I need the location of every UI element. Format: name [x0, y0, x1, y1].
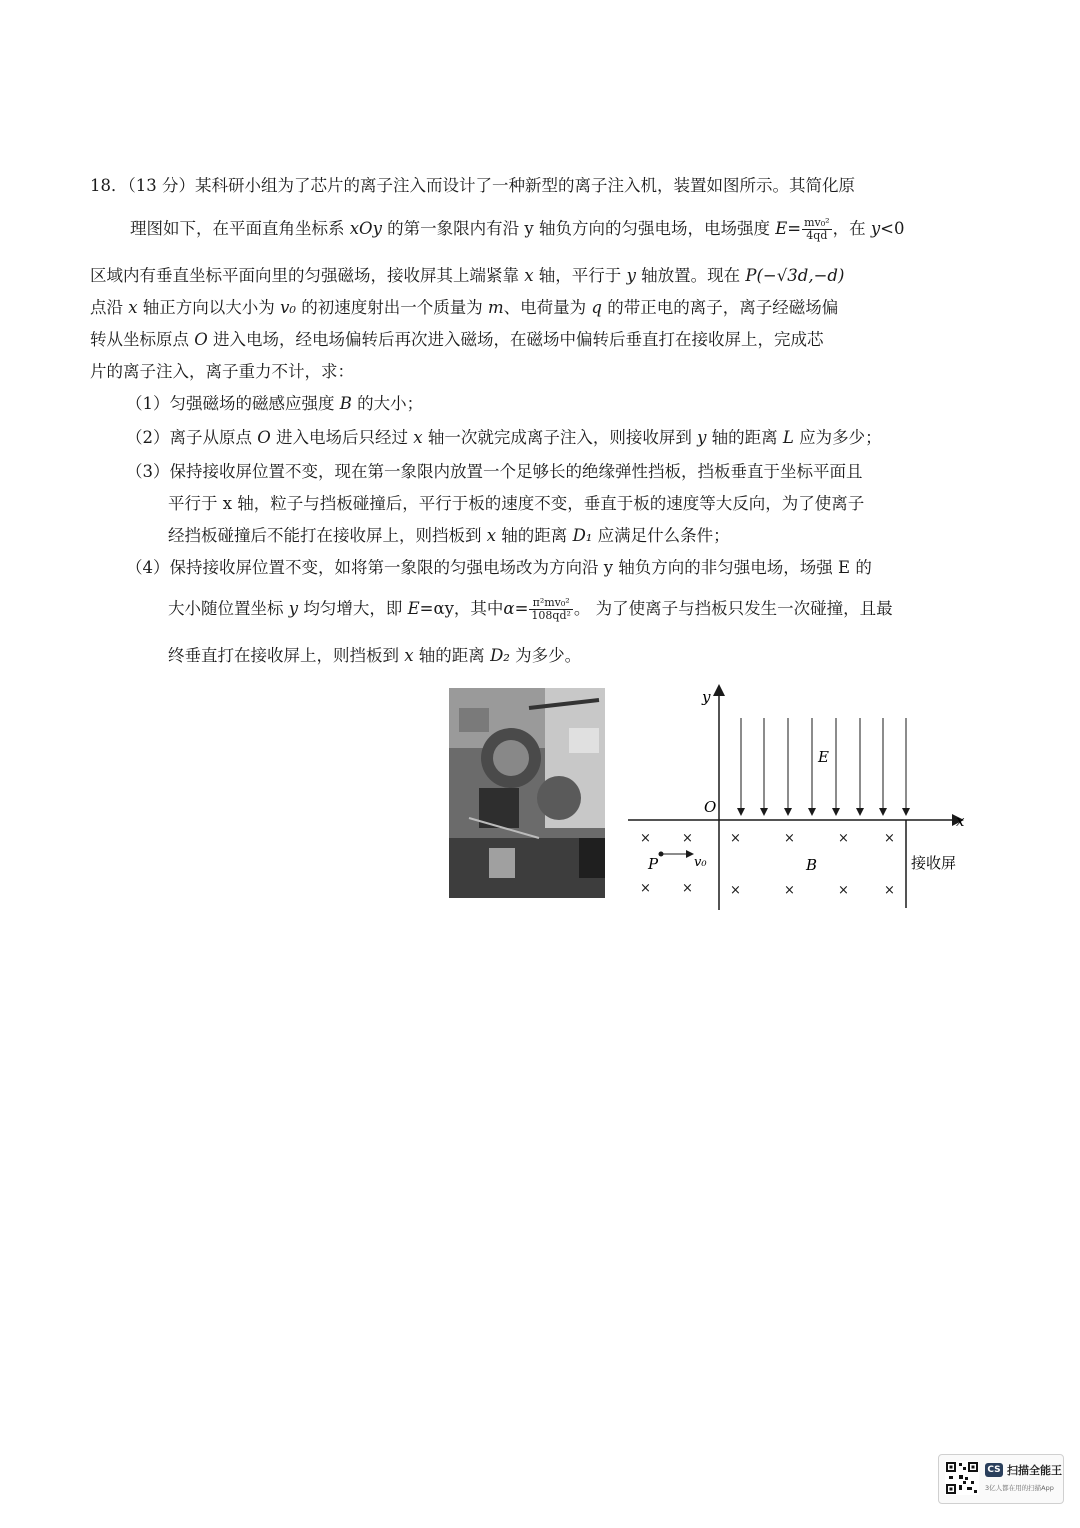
y-axis-label: y: [702, 688, 711, 706]
question-3-line-1: （3）保持接收屏位置不变，现在第一象限内放置一个足够长的绝缘弹性挡板，挡板垂直于坐标平面且: [126, 462, 863, 481]
cross-mark: ×: [884, 883, 895, 898]
problem-score: （13 分）: [127, 176, 195, 195]
cross-mark: ×: [784, 883, 795, 898]
alpha-fraction: $\frac{\text{π²mv₀²}}{\text{108qd²}}$: [531, 596, 571, 622]
ion-implanter-photo: [449, 688, 605, 898]
camscanner-watermark: [938, 1454, 1064, 1504]
question-4-line-3: 终垂直打在接收屏上，则挡板到 x 轴的距离 D₂ 为多少。: [168, 646, 582, 665]
question-1: （1）匀强磁场的磁感应强度 B 的大小；: [126, 394, 424, 413]
velocity-label: v₀: [694, 855, 707, 870]
cross-mark: ×: [682, 831, 693, 846]
problem-line-1: 18．（13 分）某科研小组为了芯片的离子注入而设计了一种新型的离子注入机，装置如图所示。其简化原: [90, 176, 855, 195]
cross-mark: ×: [838, 883, 849, 898]
field-strength-fraction: $\frac{\text{mv₀²}}{4qd}$: [804, 216, 830, 242]
cross-mark: ×: [784, 831, 795, 846]
question-3-line-2: 平行于 x 轴，粒子与挡板碰撞后，平行于板的速度不变，垂直于板的速度等大反向，为了使离子: [168, 494, 865, 513]
point-p-label: P: [648, 855, 659, 873]
e-field-label: E: [818, 748, 829, 766]
camscanner-logo: CS: [985, 1463, 1003, 1477]
point-p-coordinates: P(−√3d,−d): [745, 266, 845, 285]
problem-line-3: 区域内有垂直坐标平面向里的匀强磁场，接收屏其上端紧靠 x 轴，平行于 y 轴放置。现在 P(−√3d,−d): [90, 266, 845, 285]
camscanner-name: 扫描全能王: [1007, 1464, 1062, 1477]
origin-label: O: [704, 798, 717, 816]
camscanner-tagline: 3亿人都在用的扫描App: [985, 1484, 1054, 1492]
question-3-line-3: 经挡板碰撞后不能打在接收屏上，则挡板到 x 轴的距离 D₁ 应满足什么条件；: [168, 526, 730, 545]
cross-mark: ×: [884, 831, 895, 846]
cross-mark: ×: [640, 831, 651, 846]
cross-mark: ×: [682, 881, 693, 896]
question-2: （2）离子从原点 O 进入电场后只经过 x 轴一次就完成离子注入，则接收屏到 y 轴的距离 L 应为多少；: [126, 428, 882, 447]
problem-line-4: 点沿 x 轴正方向以大小为 v₀ 的初速度射出一个质量为 m、电荷量为 q 的带正电的离子，离子经磁场偏: [90, 298, 839, 317]
x-axis-label: x: [956, 812, 965, 830]
qr-code-icon: [945, 1461, 979, 1495]
problem-number: 18．: [90, 176, 128, 195]
problem-line-6: 片的离子注入，离子重力不计，求：: [90, 362, 354, 381]
problem-line-5: 转从坐标原点 O 进入电场，经电场偏转后再次进入磁场，在磁场中偏转后垂直打在接收屏上，完成芯: [90, 330, 824, 349]
b-field-label: B: [806, 856, 818, 874]
cross-mark: ×: [640, 881, 651, 896]
question-4-line-2: 大小随位置坐标 y 均匀增大，即 E=αy，其中α= $\frac{\text{π²mv₀²}}{\text{108qd²}}$ 。 为了使离子与挡板只发生一次碰撞，且最: [168, 596, 893, 622]
magnetic-field-crosses: [640, 831, 895, 898]
screen-label: 接收屏: [911, 854, 957, 872]
cross-mark: ×: [730, 831, 741, 846]
cross-mark: ×: [730, 883, 741, 898]
field-diagram: [618, 680, 978, 915]
problem-line-2: 理图如下，在平面直角坐标系 xOy 的第一象限内有沿 y 轴负方向的匀强电场，电场强度 E= $\frac{\text{mv₀²}}{4qd}$ ，在 y<0: [130, 216, 905, 242]
cross-mark: ×: [838, 831, 849, 846]
question-4-line-1: （4）保持接收屏位置不变，如将第一象限的匀强电场改为方向沿 y 轴负方向的非匀强电场，场强 E 的: [126, 558, 872, 577]
